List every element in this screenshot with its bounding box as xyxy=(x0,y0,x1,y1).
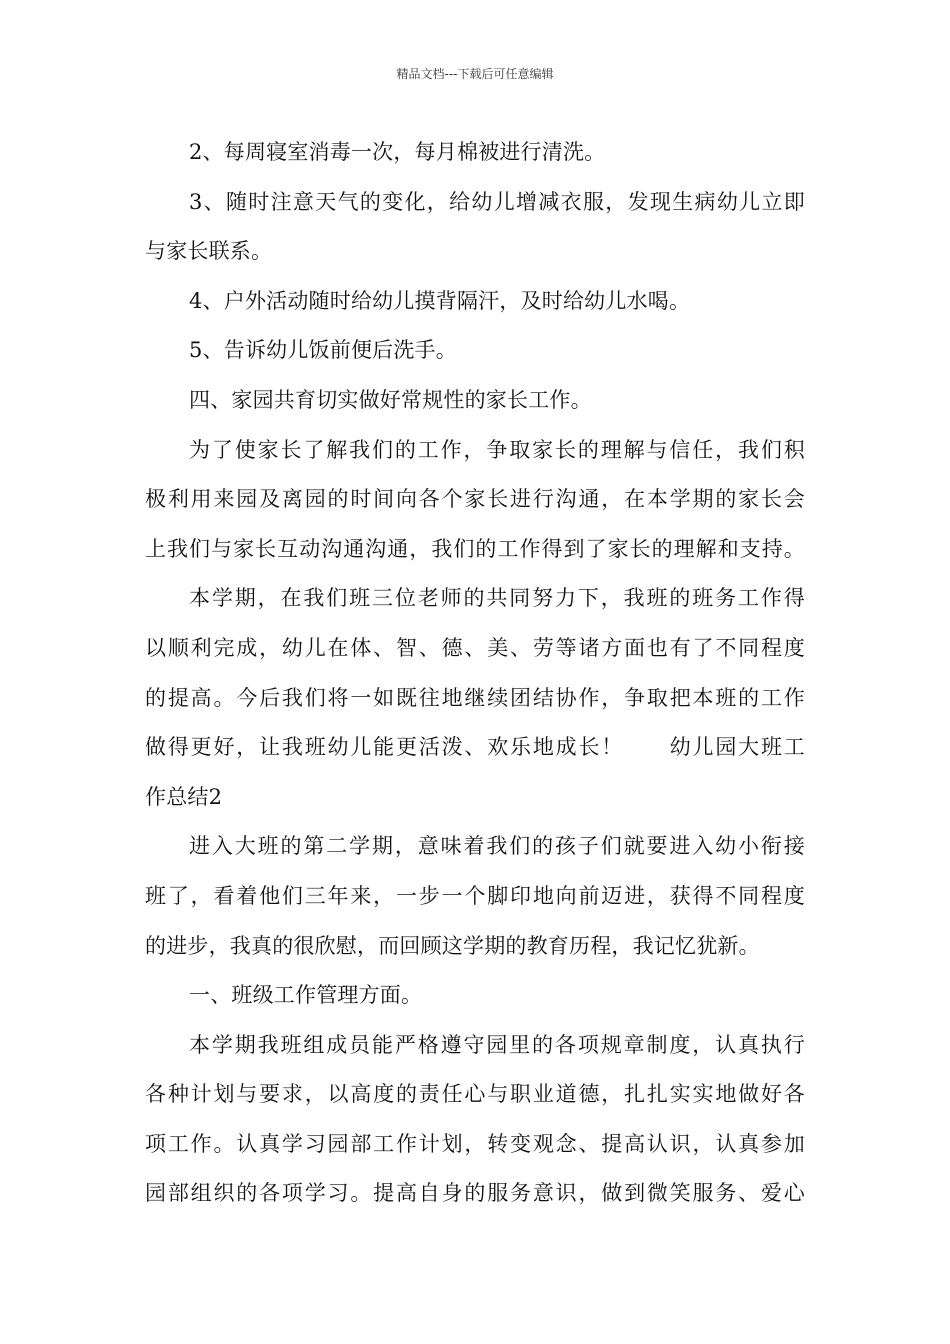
text-line: 5、告诉幼儿饭前便后洗手。 xyxy=(189,338,457,363)
text-line: 本学期，在我们班三位老师的共同努力下，我班的班务工作得 xyxy=(189,586,805,611)
text-line: 作总结2 xyxy=(145,784,223,809)
text-line: 的进步，我真的很欣慰，而回顾这学期的教育历程，我记忆犹新。 xyxy=(145,933,760,958)
text-line: 做得更好，让我班幼儿能更活泼、欢乐地成长！ 幼儿园大班工 xyxy=(145,735,805,760)
text-line: 的提高。今后我们将一如既往地继续团结协作，争取把本班的工作 xyxy=(145,685,805,710)
text-line: 进入大班的第二学期，意味着我们的孩子们就要进入幼小衔接 xyxy=(189,834,805,859)
text-line: 极利用来园及离园的时间向各个家长进行沟通，在本学期的家长会 xyxy=(145,487,805,512)
text-line: 班了，看着他们三年来，一步一个脚印地向前迈进，获得不同程度 xyxy=(145,883,805,908)
text-line: 4、户外活动随时给幼儿摸背隔汗，及时给幼儿水喝。 xyxy=(189,288,691,313)
text-line: 2、每周寝室消毒一次，每月棉被进行清洗。 xyxy=(189,140,606,164)
text-line: 为了使家长了解我们的工作，争取家长的理解与信任，我们积 xyxy=(189,437,805,462)
text-line: 与家长联系。 xyxy=(145,239,273,264)
text-line: 本学期我班组成员能严格遵守园里的各项规章制度，认真执行 xyxy=(189,1032,805,1057)
document-body xyxy=(145,128,805,1219)
page-header: 精品文档---下载后可任意编辑 xyxy=(396,67,554,81)
text-line: 3、随时注意天气的变化，给幼儿增减衣服，发现生病幼儿立即 xyxy=(189,189,805,214)
text-line: 各种计划与要求，以高度的责任心与职业道德，扎扎实实地做好各 xyxy=(145,1082,805,1107)
text-line: 上我们与家长互动沟通沟通，我们的工作得到了家长的理解和支持。 xyxy=(145,536,805,561)
text-line: 项工作。认真学习园部工作计划，转变观念、提高认识，认真参加 xyxy=(145,1131,805,1156)
text-line: 以顺利完成，幼儿在体、智、德、美、劳等诸方面也有了不同程度 xyxy=(145,635,805,660)
text-line: 一、班级工作管理方面。 xyxy=(189,983,423,1008)
text-line: 四、家园共育切实做好常规性的家长工作。 xyxy=(189,387,592,412)
text-line: 园部组织的各项学习。提高自身的服务意识，做到微笑服务、爱心 xyxy=(145,1181,805,1206)
